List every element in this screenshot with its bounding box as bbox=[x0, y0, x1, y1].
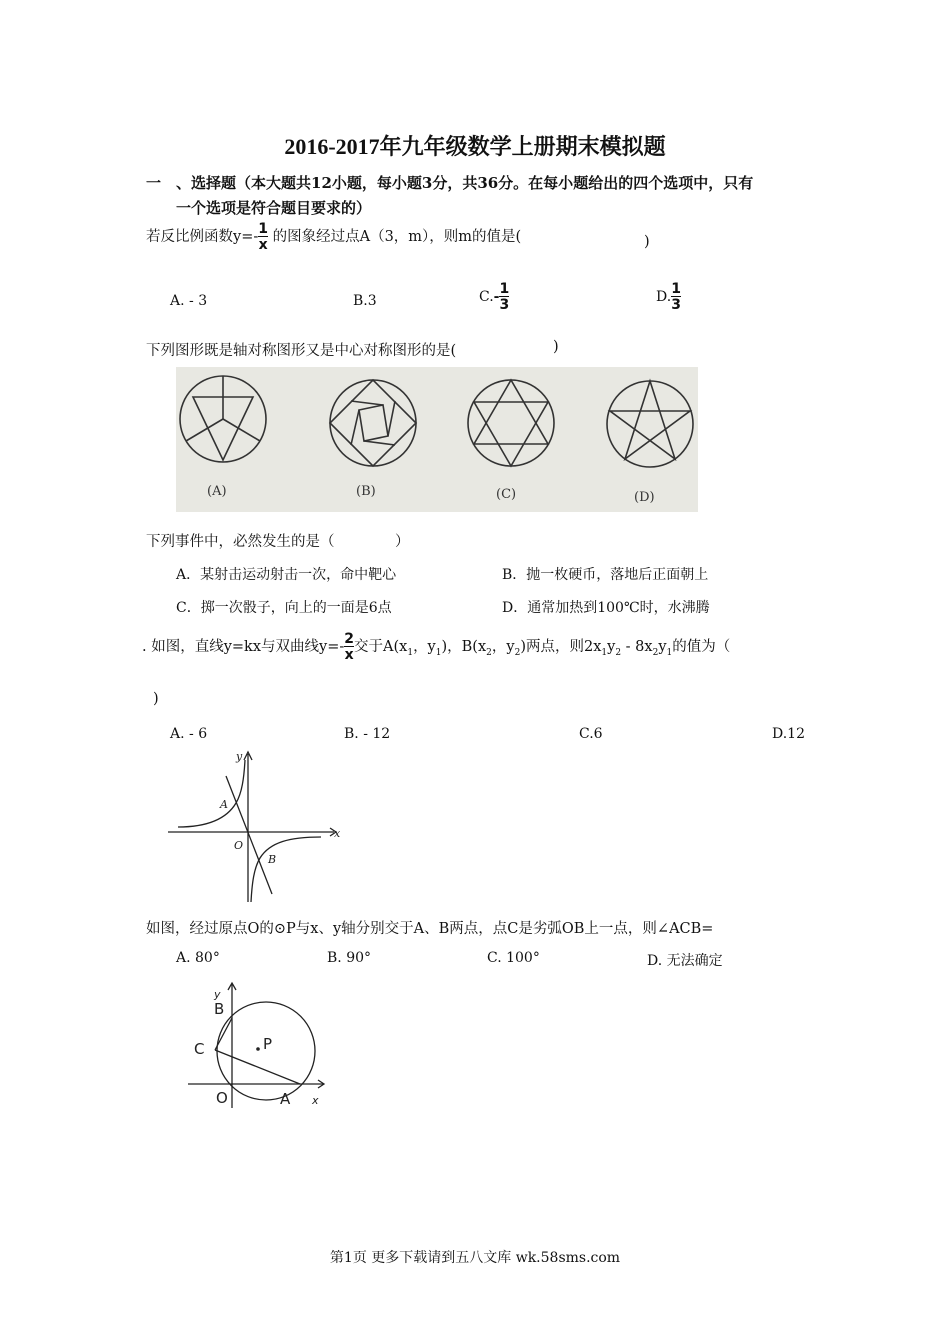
section-instruction-line2: 一个选项是符合题目要求的） bbox=[176, 199, 372, 217]
fig-b-circle bbox=[330, 380, 416, 466]
q4-label-x: x bbox=[334, 827, 341, 840]
fig-d-star bbox=[610, 381, 690, 459]
q1-option-d-fraction bbox=[671, 282, 681, 312]
q5-label-b: B bbox=[214, 1000, 225, 1018]
q4-frac-den: x bbox=[344, 647, 354, 663]
page-title: 2016-2017年九年级数学上册期末模拟题 bbox=[284, 134, 666, 159]
q1-option-a: A. - 3 bbox=[170, 293, 208, 309]
q3-option-c: C．掷一次骰子，向上的一面是6点 bbox=[176, 600, 392, 616]
q5-option-b: B. 90° bbox=[327, 950, 372, 966]
q5-chord-cb bbox=[215, 1018, 232, 1050]
q4-text-4: ，y bbox=[491, 639, 515, 655]
q1-suffix: 的图象经过点A（3，m），则m的值是( bbox=[268, 229, 522, 245]
q4-label-b: B bbox=[268, 853, 277, 866]
section-instruction-line1: 、选择题（本大题共12小题，每小题3分，共36分。在每小题给出的四个选项中，只有 bbox=[176, 174, 754, 192]
q4-option-d: D.12 bbox=[772, 726, 805, 742]
q3-option-d: D．通常加热到100℃时，水沸腾 bbox=[502, 600, 710, 616]
q4-option-a: A. - 6 bbox=[170, 726, 208, 742]
q5-center-point bbox=[256, 1047, 260, 1051]
q4-sub-6: 2 bbox=[615, 647, 622, 658]
q1-option-c-prefix: C. bbox=[479, 289, 494, 305]
q4-hyperbola-branch-upper bbox=[178, 760, 245, 827]
q1-option-c-fraction bbox=[499, 282, 509, 312]
q4-text-3: )，B(x bbox=[441, 639, 487, 655]
q2-figures-svg bbox=[176, 367, 698, 512]
q4-text-2: ，y bbox=[413, 639, 436, 655]
q2-figure-image bbox=[176, 367, 698, 512]
q5-label-p: P bbox=[263, 1035, 273, 1053]
q4-text-9: 的值为（ bbox=[672, 639, 731, 655]
section-number: 一 bbox=[146, 174, 162, 192]
fig-label-b: (B) bbox=[356, 484, 376, 499]
q4-label-o: O bbox=[234, 839, 244, 852]
q3-paren-close: ） bbox=[395, 534, 410, 550]
q4-text-1: 交于A(x bbox=[354, 639, 408, 655]
q4-option-b: B. - 12 bbox=[344, 726, 391, 742]
q1-option-d-prefix: D. bbox=[656, 289, 672, 305]
fig-b-inner-square bbox=[359, 405, 388, 441]
fig-d-circle bbox=[607, 381, 693, 467]
q1-fraction bbox=[258, 222, 268, 252]
question-1 bbox=[146, 222, 521, 252]
q4-sub-7: 2 bbox=[652, 647, 659, 658]
q1-frac-den: x bbox=[258, 237, 268, 253]
q4-sub-5: 1 bbox=[601, 647, 608, 658]
q4-label-y: y bbox=[236, 750, 243, 763]
fig-label-d: (D) bbox=[634, 490, 655, 505]
q1-option-b: B.3 bbox=[353, 293, 377, 309]
q4-sub-3: 2 bbox=[486, 647, 492, 658]
q1-option-c-sign: - bbox=[493, 289, 500, 305]
q4-sub-1: 1 bbox=[407, 647, 414, 658]
q4-fraction bbox=[344, 632, 354, 662]
q4-text-8: y bbox=[658, 639, 667, 655]
fig-label-a: (A) bbox=[207, 484, 227, 499]
fig-b-line-1 bbox=[351, 401, 383, 405]
q1-option-d bbox=[656, 282, 681, 312]
q5-label-y: y bbox=[214, 988, 221, 1001]
q4-text-7: - 8x bbox=[621, 639, 653, 655]
fig-label-c: (C) bbox=[496, 487, 517, 502]
q5-label-a: A bbox=[280, 1090, 291, 1108]
q4-graph bbox=[166, 748, 342, 904]
q4-hyperbola-branch-lower bbox=[251, 837, 321, 902]
question-3: 下列事件中，必然发生的是（ bbox=[146, 534, 335, 550]
q4-line-ykx bbox=[226, 776, 272, 894]
q5-graph bbox=[188, 980, 338, 1110]
q5-chord-ca bbox=[215, 1050, 300, 1084]
q1-option-c-den: 3 bbox=[499, 297, 510, 313]
fig-b-line-2 bbox=[388, 401, 395, 436]
q3-option-a: A．某射击运动射击一次，命中靶心 bbox=[176, 567, 397, 583]
q4-sub-4: 2 bbox=[514, 647, 521, 658]
q1-option-c-num: 1 bbox=[499, 281, 510, 297]
q1-prefix: 若反比例函数y=- bbox=[146, 229, 259, 245]
q5-option-c: C. 100° bbox=[487, 950, 540, 966]
q5-option-d: D. 无法确定 bbox=[647, 953, 723, 969]
q5-label-o: O bbox=[216, 1089, 228, 1107]
question-2: 下列图形既是轴对称图形又是中心对称图形的是( bbox=[146, 343, 457, 359]
q5-label-c: C bbox=[194, 1040, 205, 1058]
fig-b-line-3 bbox=[364, 441, 395, 445]
q3-option-b: B．抛一枚硬币，落地后正面朝上 bbox=[502, 567, 709, 583]
q1-paren-close: ) bbox=[644, 234, 650, 250]
q1-option-c bbox=[479, 282, 509, 312]
q2-paren-close: ) bbox=[553, 339, 559, 355]
q4-option-c: C.6 bbox=[579, 726, 603, 742]
q1-frac-num: 1 bbox=[258, 221, 268, 237]
fig-c-circle bbox=[468, 380, 554, 466]
q4-sub-2: 1 bbox=[435, 647, 442, 658]
q5-label-x: x bbox=[312, 1094, 319, 1107]
q5-option-a: A. 80° bbox=[176, 950, 220, 966]
q4-paren-close: ) bbox=[153, 691, 159, 707]
q4-text-5: )两点，则2x bbox=[520, 639, 602, 655]
fig-b-line-4 bbox=[351, 410, 359, 445]
question-4 bbox=[142, 632, 730, 662]
q4-text-6: y bbox=[607, 639, 616, 655]
page-footer: 第1页 更多下载请到五八文库 wk.58sms.com bbox=[329, 1250, 621, 1266]
question-5: 如图，经过原点O的⊙P与x、y轴分别交于A、B两点，点C是劣弧OB上一点，则∠ACB= bbox=[146, 921, 714, 937]
q4-prefix: . 如图，直线y=kx与双曲线y=- bbox=[142, 639, 345, 655]
q1-option-d-num: 1 bbox=[671, 281, 681, 297]
q4-label-a: A bbox=[220, 798, 228, 811]
q4-sub-8: 1 bbox=[666, 647, 673, 658]
q1-option-d-den: 3 bbox=[671, 297, 681, 313]
q4-frac-num: 2 bbox=[344, 631, 355, 647]
